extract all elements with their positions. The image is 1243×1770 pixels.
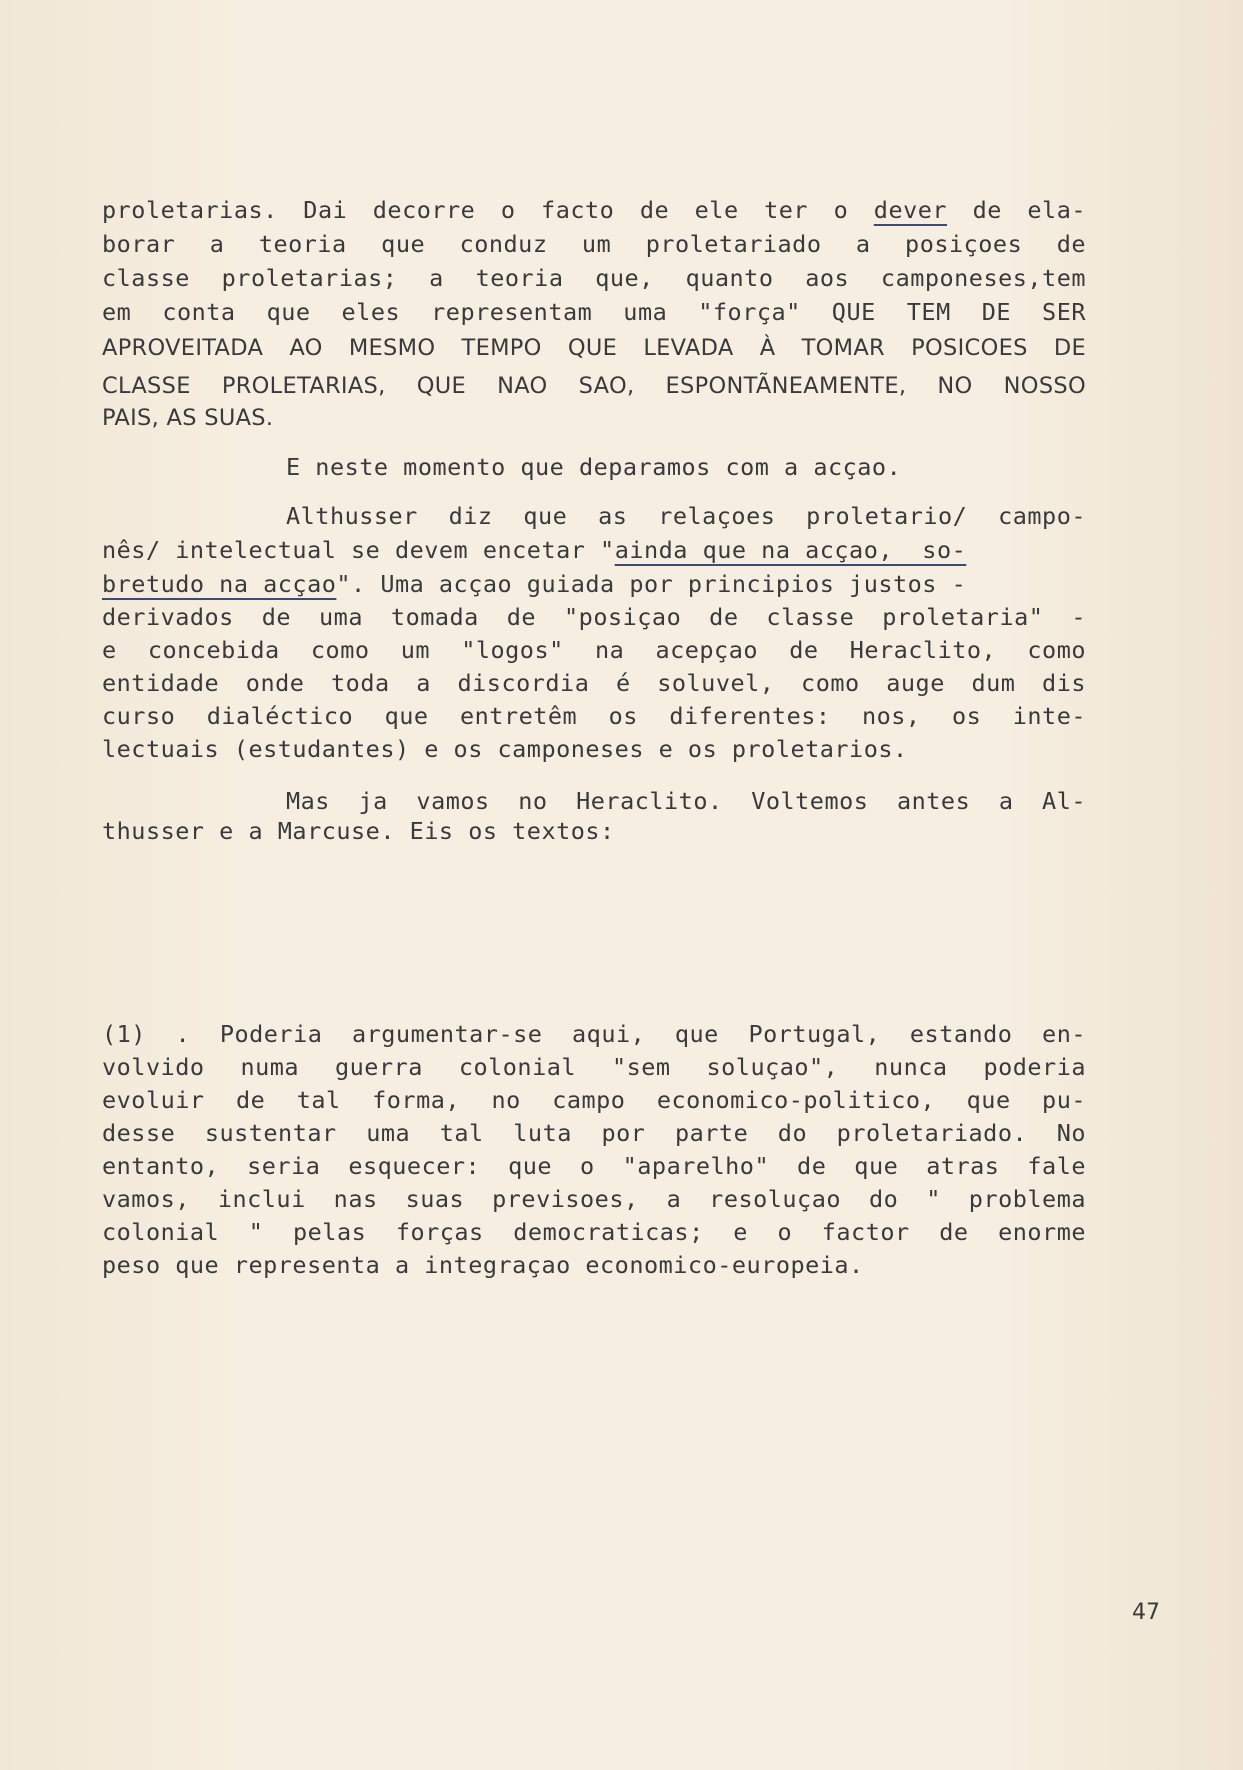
footnote-line-1: (1) . Poderia argumentar-se aqui, que Portugal, estando en- <box>102 1020 1086 1048</box>
text-fragment: ". Uma acçao guiada por principios justos - <box>336 570 967 598</box>
paragraph-1-line-5: APROVEITADA AO MESMO TEMPO QUE LEVADA À TOMAR POSICOES DE <box>102 335 1086 361</box>
paragraph-1-line-1 <box>102 194 1086 226</box>
footnote-line-8: peso que representa a integraçao economico-europeia. <box>102 1251 864 1279</box>
footnote-line-5: entanto, seria esquecer: que o "aparelho" de que atras fale <box>102 1152 1086 1180</box>
paragraph-3-line-3 <box>102 568 1086 600</box>
paragraph-1-line-4: em conta que eles representam uma "força" QUE TEM DE SER <box>102 298 1086 326</box>
paragraph-1-line-7: PAIS, AS SUAS. <box>102 405 274 431</box>
footnote-line-7: colonial " pelas forças democraticas; e o factor de enorme <box>102 1218 1086 1246</box>
page-number: 47 <box>1132 1600 1160 1625</box>
underlined-quote-end: bretudo na acçao <box>102 570 337 598</box>
paragraph-3-line-5: e concebida como um "logos" na acepçao de Heraclito, como <box>102 636 1086 664</box>
underlined-word: dever <box>873 196 948 224</box>
paragraph-3-line-8: lectuais (estudantes) e os camponeses e os proletarios. <box>102 735 908 763</box>
paragraph-3-line-7: curso dialéctico que entretêm os diferentes: nos, os inte- <box>102 702 1086 730</box>
underlined-quote-start: ainda que na acçao, so- <box>614 536 967 564</box>
footnote-line-2: volvido numa guerra colonial "sem soluçao", nunca poderia <box>102 1053 1086 1081</box>
paragraph-3-line-6: entidade onde toda a discordia é soluvel, como auge dum dis <box>102 669 1086 697</box>
footnote-line-4: desse sustentar uma tal luta por parte do proletariado. No <box>102 1119 1086 1147</box>
paragraph-1-line-3: classe proletarias; a teoria que, quanto aos camponeses,tem <box>102 264 1086 292</box>
paragraph-2-line-1: E neste momento que deparamos com a acçao. <box>286 453 902 481</box>
paragraph-3-line-4: derivados de uma tomada de "posiçao de classe proletaria" - <box>102 603 1086 631</box>
paragraph-1-line-2: borar a teoria que conduz um proletariado a posiçoes de <box>102 230 1086 258</box>
paragraph-3-line-2 <box>102 534 1086 566</box>
footnote-line-6: vamos, inclui nas suas previsoes, a resoluçao do " problema <box>102 1185 1086 1213</box>
paragraph-4-line-2: thusser e a Marcuse. Eis os textos: <box>102 817 615 845</box>
paragraph-3-line-1: Althusser diz que as relaçoes proletario/ campo- <box>286 502 1086 530</box>
paragraph-4-line-1: Mas ja vamos no Heraclito. Voltemos antes a Al- <box>286 787 1086 815</box>
footnote-line-3: evoluir de tal forma, no campo economico-politico, que pu- <box>102 1086 1086 1114</box>
text-fragment: proletarias. Dai decorre o facto de ele ter o dever de ela- <box>102 196 1087 224</box>
text-fragment: nês/ intelectual se devem encetar " <box>102 536 615 564</box>
paragraph-1-line-6: CLASSE PROLETARIAS, QUE NAO SAO, ESPONTÃNEAMENTE, NO NOSSO <box>102 373 1086 399</box>
